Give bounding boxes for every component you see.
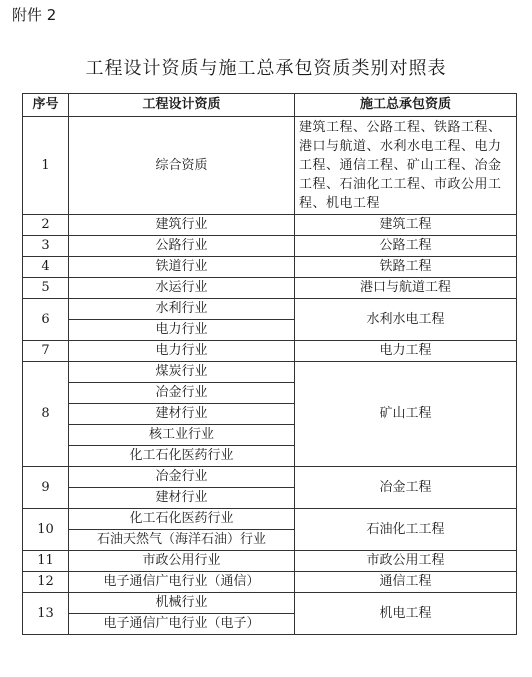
document-title: 工程设计资质与施工总承包资质类别对照表 bbox=[85, 58, 447, 79]
qualification-table bbox=[22, 93, 517, 635]
table-row bbox=[23, 467, 517, 488]
design-qualification: 建材行业 bbox=[69, 488, 295, 509]
design-qualification: 核工业行业 bbox=[69, 425, 295, 446]
construction-qualification: 冶金工程 bbox=[295, 467, 517, 509]
table-row bbox=[23, 362, 517, 383]
design-qualification: 建筑行业 bbox=[69, 215, 295, 236]
design-qualification: 煤炭行业 bbox=[69, 362, 295, 383]
column-header-no: 序号 bbox=[23, 94, 69, 117]
table-row bbox=[23, 341, 517, 362]
design-qualification: 电子通信广电行业（通信） bbox=[69, 572, 295, 593]
design-qualification: 铁道行业 bbox=[69, 257, 295, 278]
construction-qualification: 通信工程 bbox=[295, 572, 517, 593]
construction-qualification: 石油化工工程 bbox=[295, 509, 517, 551]
design-qualification: 冶金行业 bbox=[69, 467, 295, 488]
table-row bbox=[23, 593, 517, 614]
design-qualification: 化工石化医药行业 bbox=[69, 446, 295, 467]
construction-qualification: 市政公用工程 bbox=[295, 551, 517, 572]
column-header-design: 工程设计资质 bbox=[69, 94, 295, 117]
design-qualification: 化工石化医药行业 bbox=[69, 509, 295, 530]
construction-qualification: 建筑工程、公路工程、铁路工程、港口与航道、水利水电工程、电力工程、通信工程、矿山工程、冶金工程、石油化工工程、市政公用工程、机电工程 bbox=[295, 117, 517, 215]
design-qualification: 综合资质 bbox=[69, 117, 295, 215]
construction-qualification: 铁路工程 bbox=[295, 257, 517, 278]
table-row bbox=[23, 215, 517, 236]
design-qualification: 电子通信广电行业（电子） bbox=[69, 614, 295, 635]
design-qualification: 水运行业 bbox=[69, 278, 295, 299]
construction-qualification: 机电工程 bbox=[295, 593, 517, 635]
row-number: 12 bbox=[23, 572, 69, 593]
table-row bbox=[23, 257, 517, 278]
row-number: 2 bbox=[23, 215, 69, 236]
row-number: 6 bbox=[23, 299, 69, 341]
design-qualification: 水利行业 bbox=[69, 299, 295, 320]
table-row bbox=[23, 278, 517, 299]
design-qualification: 公路行业 bbox=[69, 236, 295, 257]
table-row bbox=[23, 572, 517, 593]
construction-qualification: 公路工程 bbox=[295, 236, 517, 257]
table-row bbox=[23, 509, 517, 530]
row-number: 5 bbox=[23, 278, 69, 299]
design-qualification: 建材行业 bbox=[69, 404, 295, 425]
row-number: 13 bbox=[23, 593, 69, 635]
row-number: 4 bbox=[23, 257, 69, 278]
table-header-row bbox=[23, 94, 517, 117]
column-header-construction: 施工总承包资质 bbox=[295, 94, 517, 117]
row-number: 1 bbox=[23, 117, 69, 215]
construction-qualification: 电力工程 bbox=[295, 341, 517, 362]
design-qualification: 机械行业 bbox=[69, 593, 295, 614]
design-qualification: 电力行业 bbox=[69, 320, 295, 341]
construction-qualification: 建筑工程 bbox=[295, 215, 517, 236]
design-qualification: 市政公用行业 bbox=[69, 551, 295, 572]
design-qualification: 石油天然气（海洋石油）行业 bbox=[69, 530, 295, 551]
design-qualification: 电力行业 bbox=[69, 341, 295, 362]
row-number: 8 bbox=[23, 362, 69, 467]
row-number: 3 bbox=[23, 236, 69, 257]
row-number: 7 bbox=[23, 341, 69, 362]
row-number: 11 bbox=[23, 551, 69, 572]
table-row bbox=[23, 236, 517, 257]
table-row bbox=[23, 551, 517, 572]
construction-qualification: 港口与航道工程 bbox=[295, 278, 517, 299]
attachment-label: 附件 2 bbox=[12, 6, 57, 24]
row-number: 10 bbox=[23, 509, 69, 551]
row-number: 9 bbox=[23, 467, 69, 509]
table-row bbox=[23, 117, 517, 215]
construction-qualification: 矿山工程 bbox=[295, 362, 517, 467]
design-qualification: 冶金行业 bbox=[69, 383, 295, 404]
construction-qualification: 水利水电工程 bbox=[295, 299, 517, 341]
table-row bbox=[23, 299, 517, 320]
